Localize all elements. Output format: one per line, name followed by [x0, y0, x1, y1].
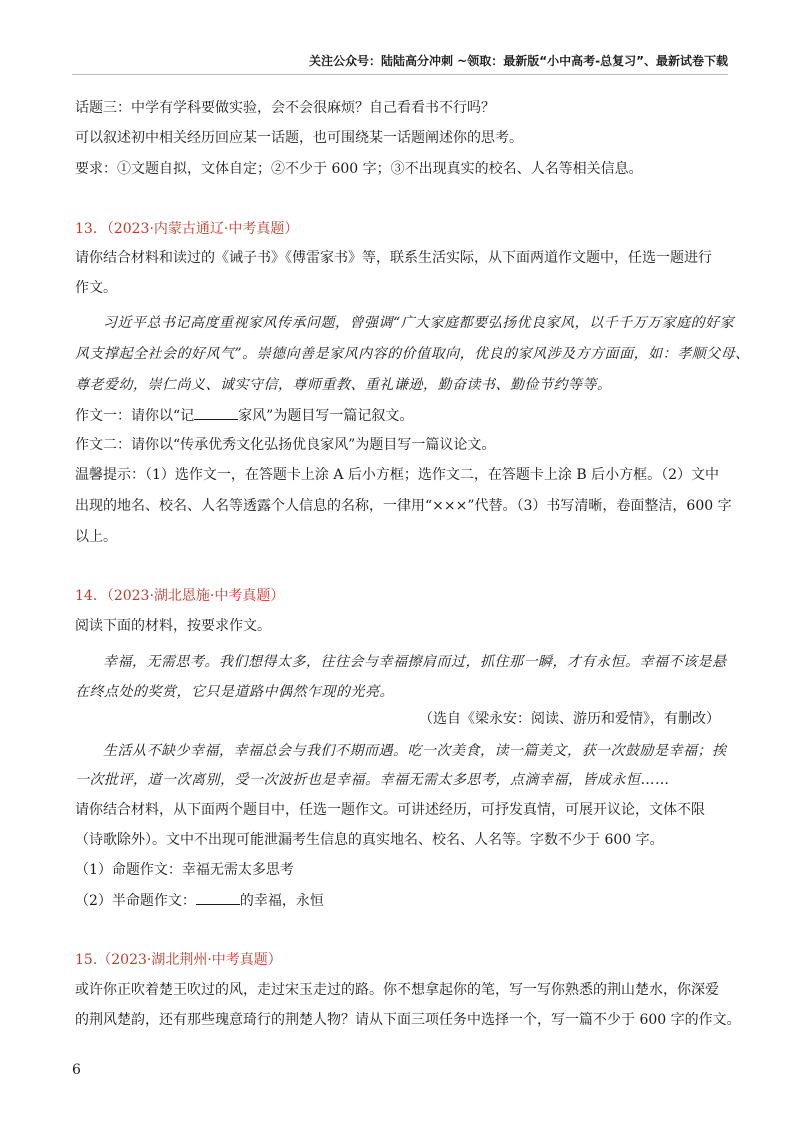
q13-task-two: 作文二：请你以“传承优秀文化弘扬优良家风”为题目写一篇议论文。 — [75, 437, 496, 453]
topic-three: 话题三：中学有学科要做实验，会不会很麻烦？自己看看书不行吗？ — [75, 100, 495, 116]
header-divider — [72, 74, 728, 75]
q13-prompt-line: 作文。 — [75, 280, 117, 296]
q13-tip-line: 温馨提示：（1）选作文一，在答题卡上涂 A 后小方框；选作文二，在答题卡上涂 B 后小方框。（2）文中 — [75, 467, 720, 483]
q13-material-line: 习近平总书记高度重视家风传承问题，曾强调“广大家庭都要弘扬优良家风，以千千万万家庭的好家 — [103, 315, 735, 331]
fill-blank — [196, 890, 240, 905]
q13-material-line: 风支撑起全社会的好风气”。崇德向善是家风内容的价值取向，优良的家风涉及方方面面，如：孝顺父母、 — [75, 346, 750, 362]
q14-material-line: 幸福，无需思考。我们想得太多，往往会与幸福擦肩而过，抓住那一瞬，才有永恒。幸福不该是悬 — [103, 654, 727, 670]
question-source: （2023·湖北荆州·中考真题） — [97, 952, 282, 968]
question-13-heading — [75, 219, 298, 239]
q14-material-line: 在终点处的奖赏，它只是道路中偶然乍现的光亮。 — [75, 684, 394, 700]
q14-instruction-line: （诗歌除外）。文中不出现可能泄漏考生信息的真实地名、校名、人名等。字数不少于 600 字。 — [75, 832, 664, 848]
q13-material-line: 尊老爱幼，崇仁尚义、诚实守信，尊师重教、重礼谦逊，勤奋读书、勤俭节约等等。 — [75, 377, 612, 393]
q15-line: 的荆风楚韵，还有那些瑰意琦行的荆楚人物？请从下面三项任务中选择一个，写一篇不少于 600 字的作文。 — [75, 1012, 741, 1028]
q14-material-line: 生活从不缺少幸福，幸福总会与我们不期而遇。吃一次美食，读一篇美文，获一次鼓励是幸福；挨 — [103, 743, 727, 759]
fill-blank — [194, 405, 238, 420]
q13-tip-line: 出现的地名、校名、人名等透露个人信息的名称，一律用“×××”代替。（3）书写清晰，卷面整洁，600 字 — [75, 498, 732, 514]
q14-citation: （选自《梁永安：阅读、游历和爱情》，有删改） — [419, 711, 720, 727]
page-number: 6 — [72, 1062, 81, 1078]
q15-line: 或许你正吹着楚王吹过的风，走过宋玉走过的路。你不想拿起你的笔，写一写你熟悉的荆山楚水，你深爱 — [75, 982, 719, 998]
q14-instruction-line: 请你结合材料，从下面两个题目中，任选一题作文。可讲述经历，可抒发真情，可展开议论，文体不限 — [75, 802, 705, 818]
q14-option-two: （2）半命题作文： 的幸福，永恒 — [75, 890, 324, 911]
q13-task-one: 作文一：请你以“记 家风”为题目写一篇记叙文。 — [75, 405, 413, 426]
q14-prompt: 阅读下面的材料，按要求作文。 — [75, 618, 271, 634]
q14-material-line: 一次批评，道一次离别，受一次波折也是幸福。幸福无需太多思考，点滴幸福，皆成永恒…… — [75, 772, 670, 788]
question-number: 15. — [75, 952, 98, 968]
q13-tip-line: 以上。 — [75, 529, 117, 545]
page-header: 关注公众号：陆陆高分冲刺 ~领取：最新版“小中高考-总复习”、最新试卷下载 — [309, 54, 728, 68]
q14-option-one: （1）命题作文：幸福无需太多思考 — [75, 862, 294, 878]
question-source: （2023·内蒙古通辽·中考真题） — [106, 221, 299, 237]
q13-prompt-line: 请你结合材料和读过的《诫子书》《傅雷家书》等，联系生活实际，从下面两道作文题中，任选一题进行 — [75, 250, 712, 266]
question-source: （2023·湖北恩施·中考真题） — [106, 588, 285, 604]
intro-requirement: 要求：①文题自拟，文体自定；②不少于 600 字；③不出现真实的校名、人名等相关信息。 — [75, 161, 643, 177]
question-number: 14． — [75, 588, 107, 604]
question-15-heading — [75, 950, 282, 970]
intro-instruction: 可以叙述初中相关经历回应某一话题，也可围绕某一话题阐述你的思考。 — [75, 130, 523, 146]
question-number: 13． — [75, 221, 107, 237]
question-14-heading — [75, 586, 284, 606]
